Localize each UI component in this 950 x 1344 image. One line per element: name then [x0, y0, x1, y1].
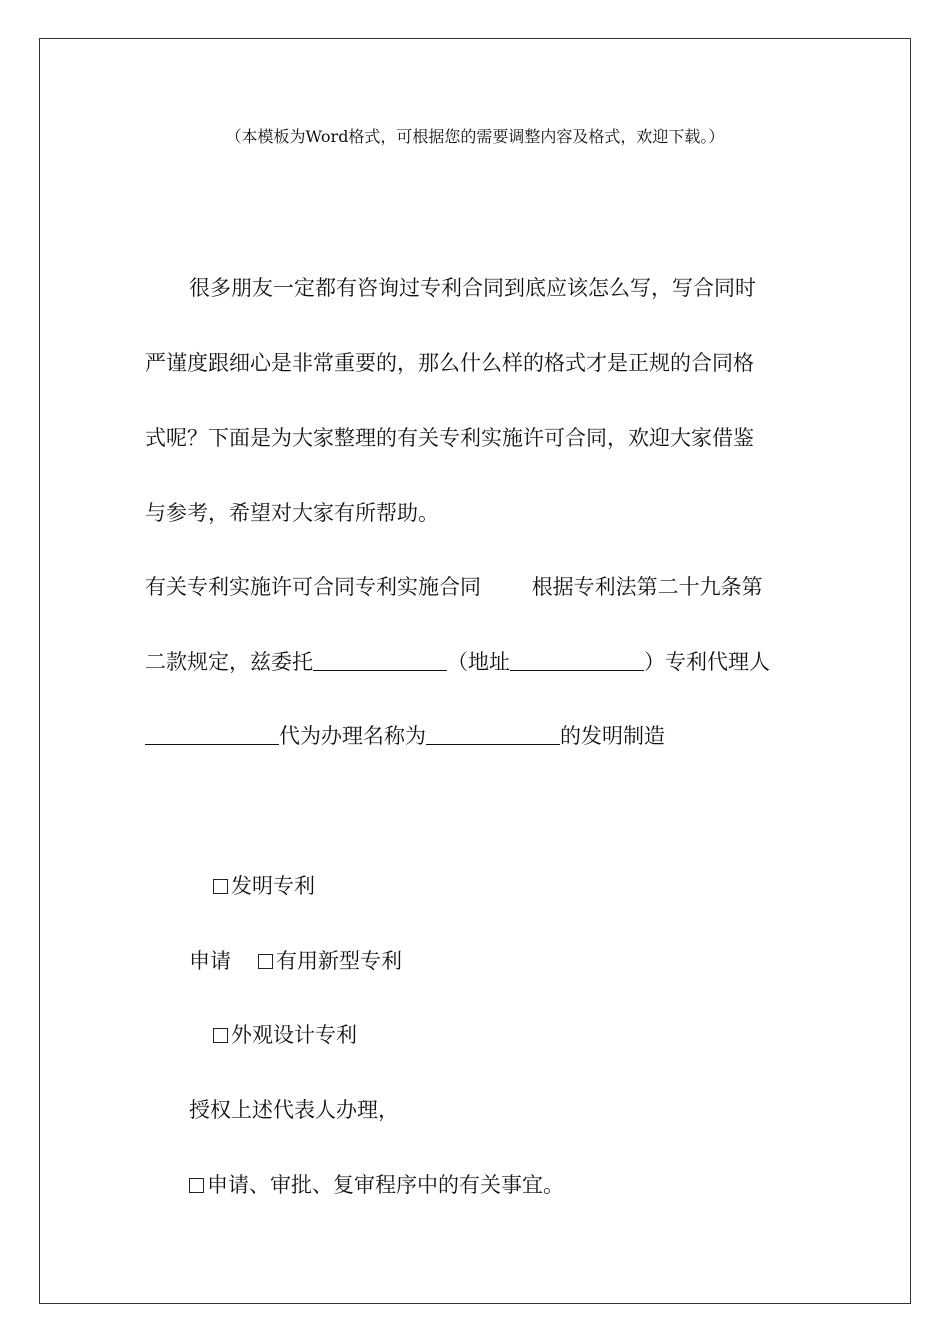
procedures-label: 申请、审批、复审程序中的有关事宜。 — [207, 1173, 564, 1197]
invention-patent-checkbox[interactable] — [213, 879, 228, 894]
patent-agent-label: ）专利代理人 — [644, 650, 770, 674]
intro-line-1: 很多朋友一定都有咨询过专利合同到底应该怎么写，写合同时 — [189, 276, 756, 300]
invention-patent-label: 发明专利 — [231, 874, 315, 898]
address-blank[interactable] — [510, 650, 644, 671]
invention-name-line — [145, 723, 665, 749]
invention-type-label: 的发明制造 — [560, 724, 665, 748]
delegate-line — [145, 649, 770, 675]
intro-line-4: 与参考，希望对大家有所帮助。 — [145, 501, 439, 525]
option-utility-patent — [258, 948, 402, 974]
design-patent-checkbox[interactable] — [213, 1028, 228, 1043]
agent-name-blank[interactable] — [145, 724, 279, 745]
address-label: （地址 — [447, 650, 510, 674]
invention-name-label: 代为办理名称为 — [279, 724, 426, 748]
authorize-line: 授权上述代表人办理， — [189, 1098, 399, 1122]
contract-title-line — [145, 574, 763, 600]
delegate-text: 二款规定，兹委托 — [145, 650, 313, 674]
intro-line-2: 严谨度跟细心是非常重要的，那么什么样的格式才是正规的合同格 — [145, 351, 754, 375]
design-patent-label: 外观设计专利 — [231, 1023, 357, 1047]
option-invention-patent — [213, 873, 315, 899]
option-design-patent — [213, 1022, 357, 1048]
procedures-option — [189, 1172, 564, 1198]
clause-start: 根据专利法第二十九条第 — [531, 575, 763, 599]
contract-title: 有关专利实施许可合同专利实施合同 — [145, 575, 481, 599]
intro-line-3: 式呢？下面是为大家整理的有关专利实施许可合同，欢迎大家借鉴 — [145, 426, 754, 450]
agency-name-blank[interactable] — [313, 650, 447, 671]
apply-label: 申请 — [189, 949, 231, 973]
procedures-checkbox[interactable] — [189, 1178, 204, 1193]
utility-patent-label: 有用新型专利 — [276, 949, 402, 973]
utility-patent-checkbox[interactable] — [258, 954, 273, 969]
template-note: （本模板为Word格式，可根据您的需要调整内容及格式，欢迎下载。） — [225, 127, 725, 146]
invention-name-blank[interactable] — [426, 724, 560, 745]
